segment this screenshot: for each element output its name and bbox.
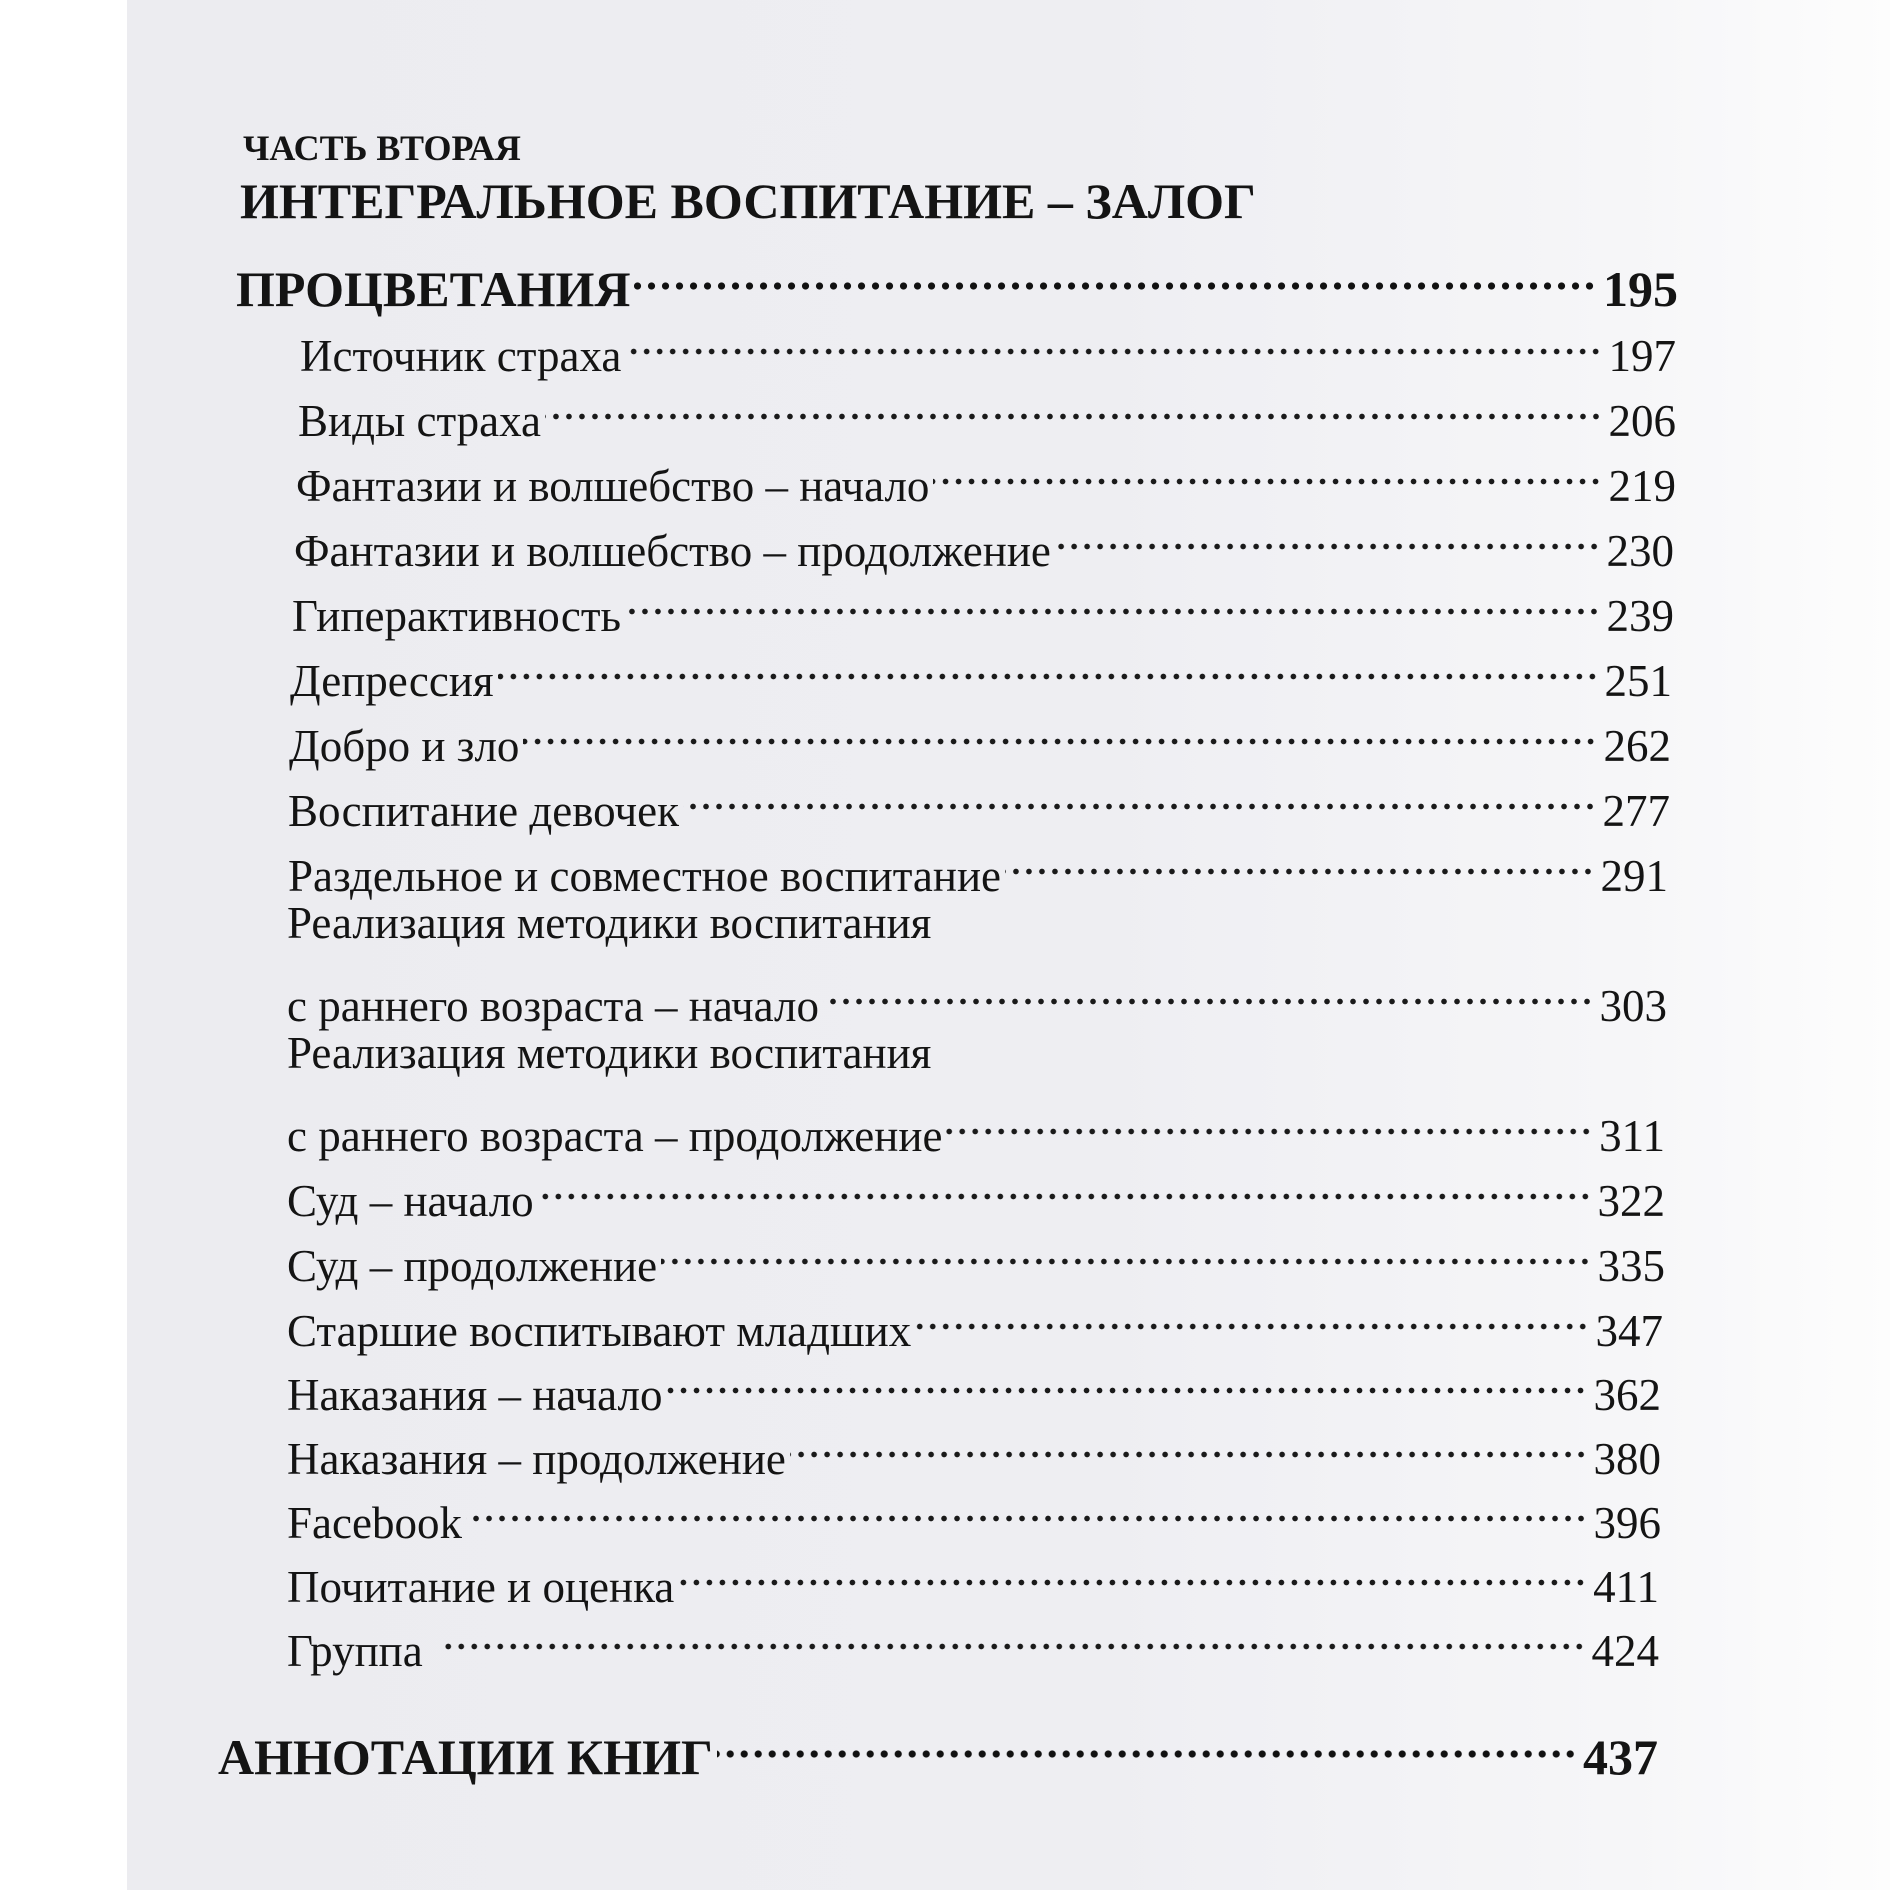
page-number: 195 <box>1603 261 1678 317</box>
entry-title: Суд – продолжение <box>287 1241 658 1291</box>
page-number: 311 <box>1599 1111 1665 1161</box>
annotations-title: АННОТАЦИИ КНИГ <box>218 1729 713 1785</box>
toc-entry[interactable] <box>287 1215 1665 1291</box>
page-number: 437 <box>1583 1729 1658 1785</box>
entry-title: Гиперактивность <box>292 591 622 641</box>
toc-entry[interactable] <box>288 760 1670 836</box>
entry-title: Наказания – продолжение <box>287 1434 786 1484</box>
entry-title: с раннего возраста – начало <box>287 981 819 1031</box>
toc-entry[interactable] <box>287 1150 1665 1226</box>
dot-leader <box>466 1472 1588 1538</box>
toc-entry[interactable] <box>287 1085 1665 1161</box>
dot-leader <box>1055 500 1601 566</box>
toc-entry[interactable] <box>287 1600 1659 1676</box>
dot-leader <box>634 240 1597 306</box>
page-number: 335 <box>1597 1241 1665 1291</box>
entry-title: Источник страха <box>300 331 622 381</box>
dot-leader <box>498 630 1599 696</box>
dot-leader <box>678 1536 1587 1602</box>
toc-entry[interactable] <box>300 305 1676 381</box>
entry-title: Раздельное и совместное воспитание <box>288 851 1002 901</box>
entry-title-line1: Реализация методики воспитания <box>287 1028 932 1078</box>
entry-title: Виды страха <box>298 396 542 446</box>
dot-leader <box>823 955 1594 1021</box>
entry-title-line1: Реализация методики воспитания <box>287 898 932 948</box>
toc-entry[interactable] <box>290 630 1672 706</box>
part-label: ЧАСТЬ ВТОРАЯ <box>243 128 521 168</box>
page-number: 347 <box>1595 1306 1663 1356</box>
dot-leader <box>946 1085 1593 1151</box>
toc-entry-line1 <box>287 1020 1665 1086</box>
entry-title: Суд – начало <box>287 1176 534 1226</box>
toc-entry[interactable] <box>287 1280 1663 1356</box>
toc-entry[interactable] <box>292 565 1674 641</box>
page-number: 411 <box>1593 1562 1659 1612</box>
page-number: 206 <box>1608 396 1676 446</box>
page-number: 396 <box>1593 1498 1661 1548</box>
entry-title: Старшие воспитывают младших <box>287 1306 912 1356</box>
dot-leader <box>625 565 1600 631</box>
entry-title: Фантазии и волшебство – продолжение <box>294 526 1051 576</box>
page-number: 251 <box>1604 656 1672 706</box>
entry-title: Почитание и оценка <box>287 1562 675 1612</box>
page-number: 219 <box>1608 461 1676 511</box>
dot-leader <box>523 695 1597 761</box>
toc-part-entry[interactable] <box>236 240 1678 317</box>
part-title-line1 <box>240 168 1680 234</box>
dot-leader <box>625 305 1602 371</box>
dot-leader <box>666 1344 1587 1410</box>
entry-title: Группа <box>287 1626 423 1676</box>
page-number: 277 <box>1602 786 1670 836</box>
dot-leader <box>1005 825 1594 891</box>
toc-entry[interactable] <box>287 1472 1661 1548</box>
page-number: 424 <box>1591 1626 1659 1676</box>
page-number: 230 <box>1606 526 1674 576</box>
toc-entry[interactable] <box>298 370 1676 446</box>
page-number: 197 <box>1608 331 1676 381</box>
page-number: 322 <box>1597 1176 1665 1226</box>
page-number: 380 <box>1593 1434 1661 1484</box>
toc-entry[interactable] <box>294 500 1674 576</box>
dot-leader <box>933 435 1602 501</box>
page-number: 362 <box>1593 1370 1661 1420</box>
dot-leader <box>790 1408 1588 1474</box>
part-title-text-1: ИНТЕГРАЛЬНОЕ ВОСПИТАНИЕ – ЗАЛОГ <box>240 173 1256 229</box>
toc-entry-line1 <box>287 890 1667 956</box>
entry-title: Депрессия <box>290 656 494 706</box>
toc-entry[interactable] <box>287 1408 1661 1484</box>
entry-title: Добро и зло <box>289 721 520 771</box>
page-number: 262 <box>1603 721 1671 771</box>
page-number: 291 <box>1600 851 1668 901</box>
dot-leader <box>545 370 1602 436</box>
dot-leader <box>717 1708 1577 1774</box>
toc-entry[interactable] <box>287 1344 1661 1420</box>
toc-entry[interactable] <box>287 1536 1659 1612</box>
toc-entry[interactable] <box>296 435 1676 511</box>
page-number: 303 <box>1599 981 1667 1031</box>
dot-leader <box>538 1150 1592 1216</box>
entry-title: Фантазии и волшебство – начало <box>296 461 930 511</box>
dot-leader <box>915 1280 1589 1346</box>
toc-annotations-entry[interactable] <box>218 1708 1658 1785</box>
part-title-text-2: ПРОЦВЕТАНИЯ <box>236 261 631 317</box>
entry-title: с раннего возраста – продолжение <box>287 1111 943 1161</box>
toc-entry[interactable] <box>287 955 1667 1031</box>
entry-title: Воспитание девочек <box>288 786 679 836</box>
dot-leader <box>445 1600 1586 1666</box>
entry-title: Facebook <box>287 1498 462 1548</box>
dot-leader <box>661 1215 1591 1281</box>
page-number: 239 <box>1606 591 1674 641</box>
dot-leader <box>683 760 1597 826</box>
toc-entry[interactable] <box>288 825 1668 901</box>
entry-title: Наказания – начало <box>287 1370 663 1420</box>
toc-entry[interactable] <box>289 695 1671 771</box>
